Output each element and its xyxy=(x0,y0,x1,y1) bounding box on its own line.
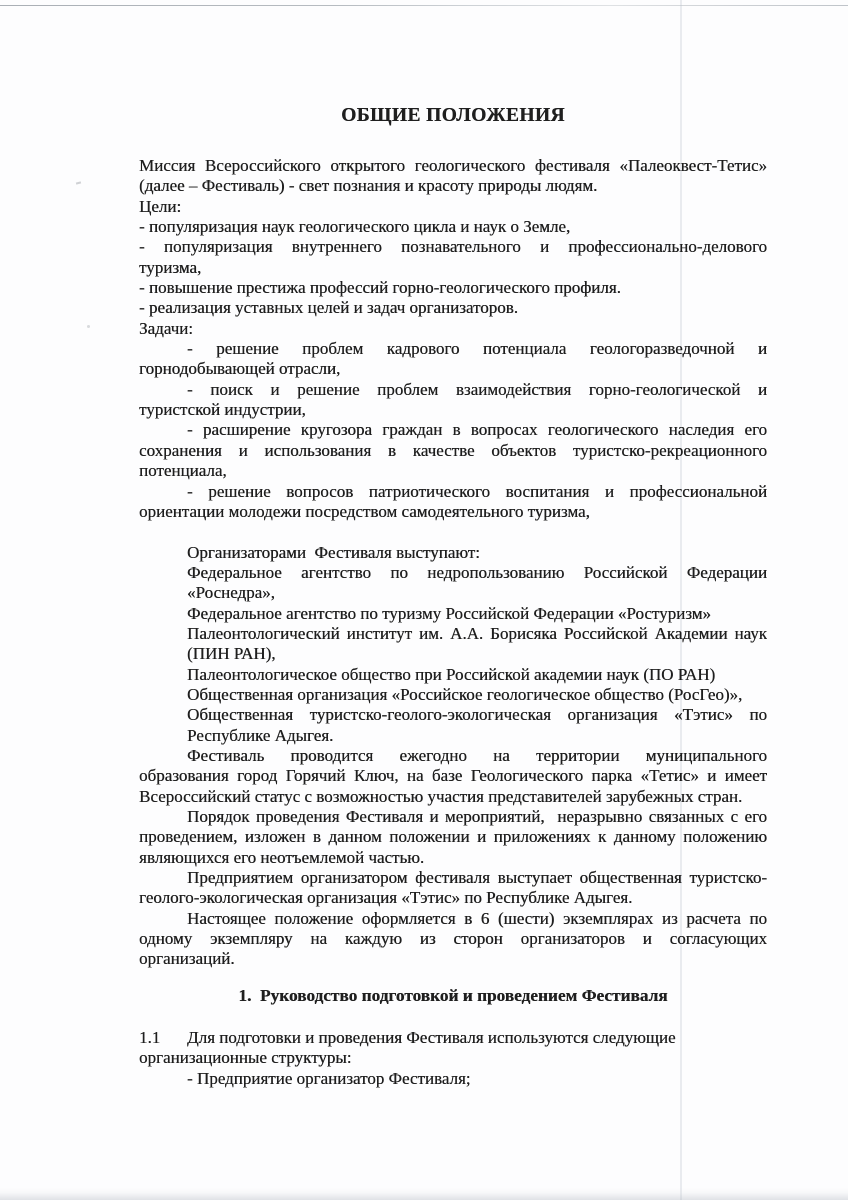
clause-text: Для подготовки и проведения Фестиваля используются следующие xyxy=(187,1028,676,1048)
section-1-body xyxy=(139,1028,767,1089)
text-line: - Предприятие организатор Фестиваля; xyxy=(187,1068,471,1088)
text-line: - популяризация внутреннего познавательного и профессионально-делового xyxy=(139,237,767,257)
scan-artifact-bottom-shadow xyxy=(0,1188,848,1200)
text-line: проведением, изложен в данном положении и приложениях к данному положению xyxy=(139,827,767,847)
text-line: организаций. xyxy=(139,949,235,969)
text-line: Федеральное агентство по туризму Российской Федерации «Ростуризм» xyxy=(187,603,711,623)
text-line: туристской индустрии, xyxy=(139,400,306,420)
text-line: Палеонтологическое общество при Российской академии наук (ПО РАН) xyxy=(187,664,716,684)
document-body xyxy=(139,156,767,970)
text-line: туризма, xyxy=(139,257,202,277)
text-line: Миссия Всероссийского открытого геологического фестиваля «Палеоквест-Тетис» xyxy=(139,156,767,175)
text-line: (далее – Фестиваль) - свет познания и красоту природы людям. xyxy=(139,176,598,196)
section-1-heading: 1. Руководство подготовкой и проведением Фестиваля xyxy=(238,985,668,1005)
text-line: Фестиваль проводится ежегодно на территории муниципального xyxy=(187,745,767,765)
text-line: - поиск и решение проблем взаимодействия горно-геологической и xyxy=(187,379,767,399)
text-line: Федеральное агентство по недропользованию Российской Федерации xyxy=(187,562,767,582)
text-line: - популяризация наук геологического цикла и наук о Земле, xyxy=(139,217,571,237)
scan-artifact-speck xyxy=(87,325,90,328)
text-line: образования город Горячий Ключ, на базе Геологического парка «Тетис» и имеет xyxy=(139,766,767,786)
document-content xyxy=(139,104,767,1089)
document-title: ОБЩИЕ ПОЛОЖЕНИЯ xyxy=(341,105,565,126)
text-line xyxy=(139,1028,767,1048)
scan-artifact-top-line xyxy=(0,5,848,6)
text-line: одному экземпляру на каждую из сторон организаторов и согласующих xyxy=(139,929,767,949)
text-line: Порядок проведения Фестиваля и мероприятий, неразрывно связанных с его xyxy=(187,807,767,826)
text-line: Организаторами Фестиваля выступают: xyxy=(187,542,480,562)
text-line: - решение проблем кадрового потенциала геологоразведочной и xyxy=(187,339,767,359)
text-line: «Роснедра», xyxy=(187,583,275,603)
text-line: сохранения и использования в качестве объектов туристско-рекреационного xyxy=(139,440,767,460)
text-line: Настоящее положение оформляется в 6 (шести) экземплярах из расчета по xyxy=(187,908,767,928)
blank-line xyxy=(139,522,767,542)
text-line: Задачи: xyxy=(139,318,193,338)
scan-artifact-speck xyxy=(76,181,81,184)
text-line: Палеонтологический институт им. А.А. Борисяка Российской Академии наук xyxy=(187,623,767,643)
text-line: - повышение престижа профессий горно-геологического профиля. xyxy=(139,278,621,298)
text-line: Общественная туристско-геолого-экологическая организация «Тэтис» по xyxy=(187,705,767,725)
text-line: - решение вопросов патриотического воспитания и профессиональной xyxy=(187,481,767,501)
text-line: Всероссийский статус с возможностью участия представителей зарубежных стран. xyxy=(139,786,743,806)
text-line: - расширение кругозора граждан в вопросах геологического наследия его xyxy=(187,420,767,440)
text-line: Предприятием организатором фестиваля выступает общественная туристско- xyxy=(187,868,767,888)
text-line: потенциала, xyxy=(139,461,227,481)
text-line: организационные структуры: xyxy=(139,1048,352,1068)
text-line: Республике Адыгея. xyxy=(187,725,334,745)
text-line: Цели: xyxy=(139,196,182,216)
text-line: - реализация уставных целей и задач организаторов. xyxy=(139,298,518,318)
clause-number: 1.1 xyxy=(139,1028,161,1048)
text-line: геолого-экологическая организация «Тэтис» по Республике Адыгея. xyxy=(139,888,633,908)
text-line: горнодобывающей отрасли, xyxy=(139,359,341,379)
text-line: (ПИН РАН), xyxy=(187,644,276,664)
text-line: ориентации молодежи посредством самодеятельного туризма, xyxy=(139,501,590,521)
text-line: Общественная организация «Российское геологическое общество (РосГео)», xyxy=(187,684,743,704)
text-line: являющихся его неотъемлемой частью. xyxy=(139,847,425,867)
